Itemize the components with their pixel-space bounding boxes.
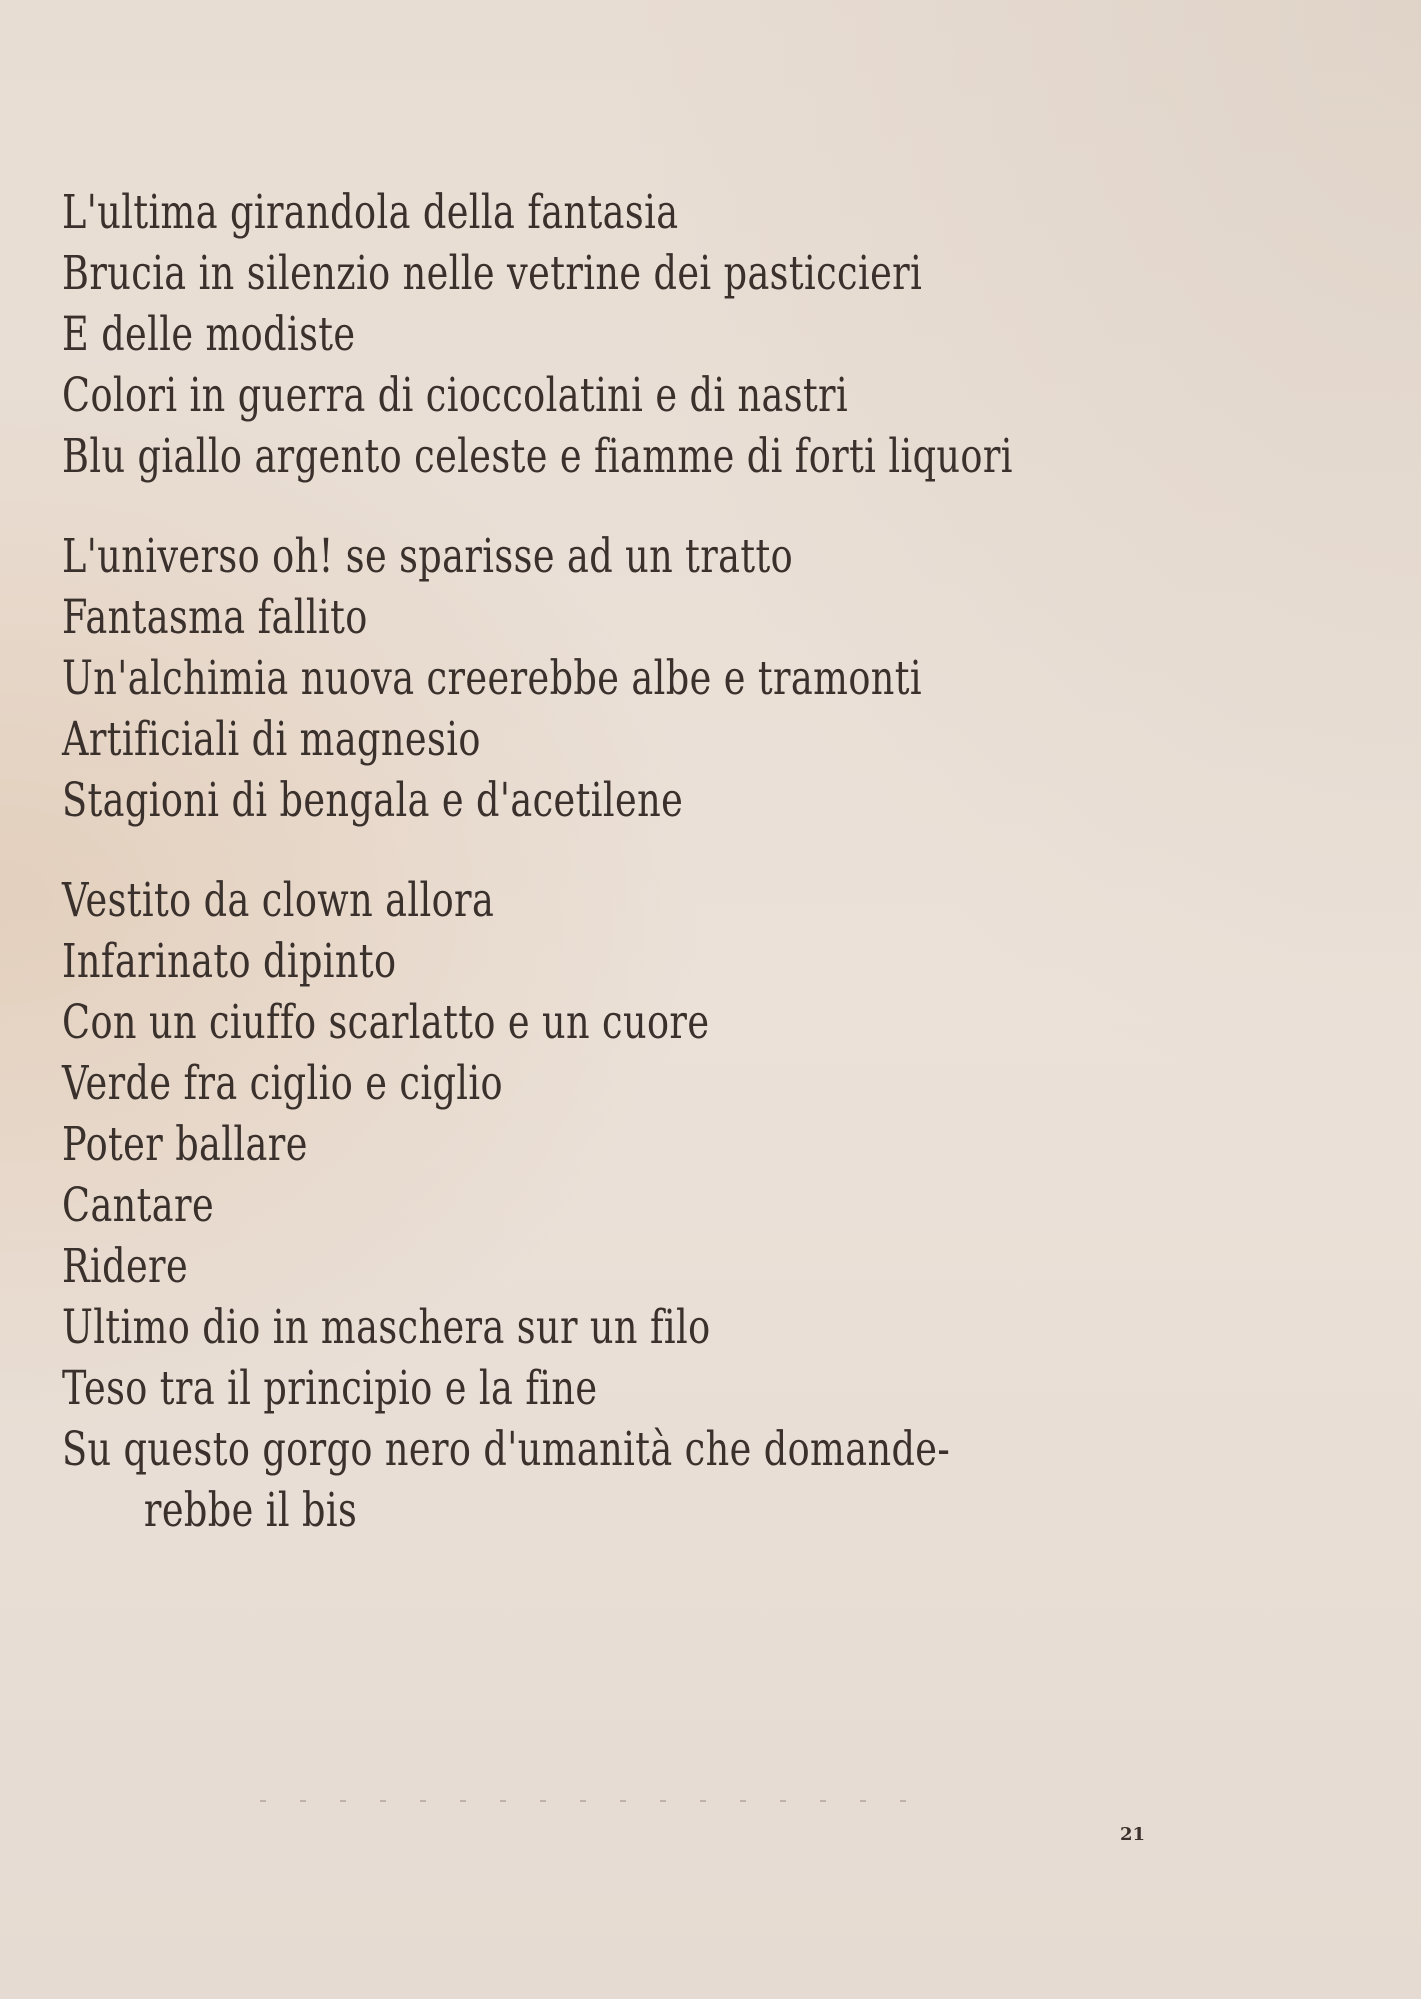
poem-line: Brucia in silenzio nelle vetrine dei pasticcieri bbox=[62, 246, 923, 301]
poem-line: Verde fra ciglio e ciglio bbox=[62, 1056, 503, 1111]
poem-line: Con un ciuffo scarlatto e un cuore bbox=[62, 995, 710, 1050]
poem-line: Poter ballare bbox=[62, 1117, 308, 1172]
stanza-2 bbox=[62, 526, 982, 831]
poem-line: Stagioni di bengala e d'acetilene bbox=[62, 773, 684, 828]
poem-line: Colori in guerra di cioccolatini e di nastri bbox=[62, 368, 849, 423]
page-number: 21 bbox=[1120, 1824, 1146, 1845]
stanza-1 bbox=[62, 182, 1013, 487]
poem-line: Su questo gorgo nero d'umanità che domande- bbox=[62, 1422, 951, 1477]
poem-line: Artificiali di magnesio bbox=[62, 712, 481, 767]
poem-line: Teso tra il principio e la fine bbox=[62, 1361, 598, 1416]
paper-specks bbox=[260, 1800, 910, 1802]
poem-line: L'universo oh! se sparisse ad un tratto bbox=[62, 529, 794, 584]
poem-line: Cantare bbox=[62, 1178, 215, 1233]
poem bbox=[62, 182, 1013, 1580]
poem-line: Fantasma fallito bbox=[62, 590, 368, 645]
stanza-3 bbox=[62, 870, 982, 1541]
poem-line: L'ultima girandola della fantasia bbox=[62, 185, 679, 240]
poem-line: Blu giallo argento celeste e fiamme di forti liquori bbox=[62, 429, 1013, 484]
poem-line: Un'alchimia nuova creerebbe albe e tramonti bbox=[62, 651, 923, 706]
poem-line: Ridere bbox=[62, 1239, 189, 1294]
poem-line: E delle modiste bbox=[62, 307, 356, 362]
poem-line-continuation: rebbe il bis bbox=[143, 1483, 358, 1538]
poem-line: Infarinato dipinto bbox=[62, 934, 397, 989]
poem-line: Vestito da clown allora bbox=[62, 873, 495, 928]
poem-line: Ultimo dio in maschera sur un filo bbox=[62, 1300, 711, 1355]
